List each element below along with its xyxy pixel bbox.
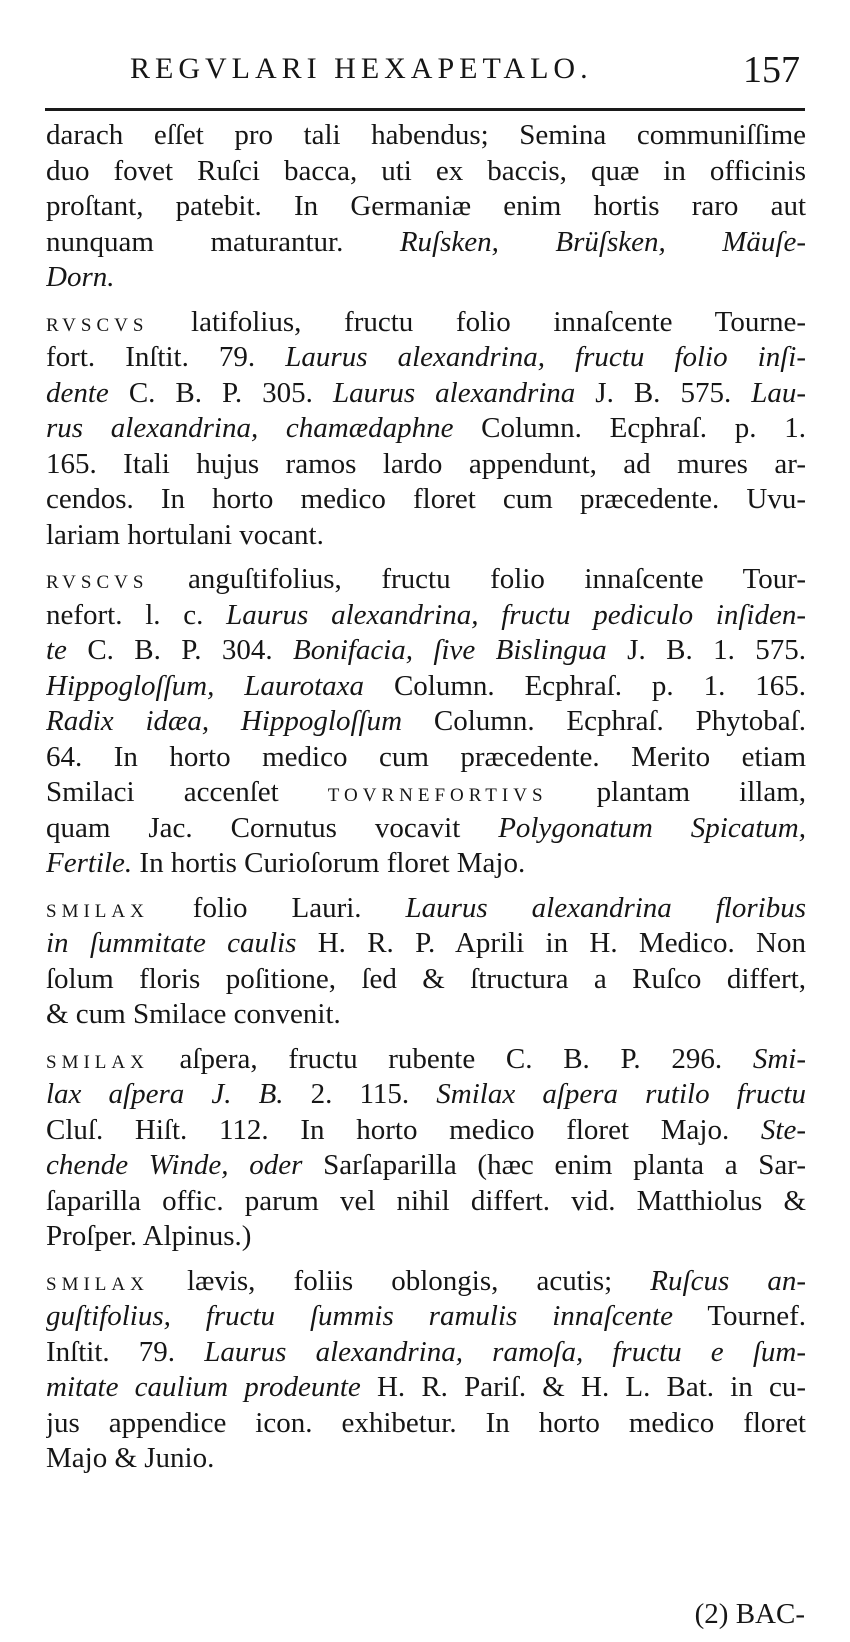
paragraph	[46, 1042, 806, 1255]
text-line	[46, 1184, 806, 1220]
text-line	[46, 562, 806, 598]
text-segment: C. B. P. 304.	[66, 634, 293, 666]
text-segment: J. B. 575.	[575, 376, 752, 409]
text-line	[46, 1370, 806, 1406]
text-segment: duo fovet Ruſci bacca, uti ex baccis, quæ in officinis	[46, 154, 806, 187]
text-line	[46, 447, 806, 483]
text-segment: ſaparilla offic. parum vel nihil differt. vid. Matthiolus &	[46, 1184, 806, 1217]
text-segment: aſpera, fructu rubente C. B. P. 296.	[148, 1042, 753, 1075]
text-line	[46, 1042, 806, 1078]
text-segment: 165. Itali hujus ramos lardo appendunt, ad mures ar-	[46, 447, 806, 480]
italic-text: Fertile.	[46, 847, 133, 879]
text-segment: H. R. P. Aprili in H. Medico. Non	[296, 927, 806, 959]
italic-text: guſtifolius, fructu ſummis ramulis innaſcente	[46, 1300, 673, 1332]
text-segment: Smilaci accenſet	[46, 776, 328, 808]
italic-text: rus alexandrina, chamædaphne	[46, 412, 454, 444]
paragraph-gap	[46, 296, 806, 305]
italic-text: Laurus alexandrina floribus	[405, 891, 806, 924]
italic-text: Laurus alexandrina, fructu pediculo inſiden-	[226, 598, 806, 631]
text-segment: J. B. 1. 575.	[606, 634, 806, 666]
text-line	[46, 598, 806, 634]
text-line	[46, 997, 806, 1033]
text-line	[46, 811, 806, 847]
text-line	[46, 1335, 806, 1371]
italic-text: chende Winde, oder	[46, 1149, 303, 1181]
text-line	[46, 305, 806, 341]
text-line	[46, 704, 806, 740]
text-segment: Column. Ecphraſ. Phytobaſ.	[402, 705, 806, 737]
paragraph-gap	[46, 553, 806, 562]
text-line	[46, 260, 806, 296]
text-segment: cendos. In horto medico floret cum præcedente. Uvu-	[46, 483, 806, 515]
text-line	[46, 1441, 806, 1477]
paragraph	[46, 1264, 806, 1477]
text-segment: Column. Ecphraſ. p. 1.	[453, 412, 806, 444]
italic-text: Laurus alexandrina, fructu folio inſi-	[285, 341, 806, 373]
page-header	[130, 48, 810, 94]
text-line	[46, 1077, 806, 1113]
text-line	[46, 1264, 806, 1300]
text-segment: Tournef.	[672, 1300, 806, 1332]
text-line	[46, 740, 806, 776]
text-segment: plantam illam,	[547, 776, 806, 808]
italic-text: Hippogloſſum, Laurotaxa	[46, 669, 365, 702]
header-rule	[45, 108, 805, 111]
paragraph-gap	[46, 1255, 806, 1264]
text-line	[46, 340, 806, 376]
italic-text: mitate caulium prodeunte	[46, 1371, 361, 1403]
text-line	[46, 518, 806, 554]
paragraph	[46, 562, 806, 882]
text-segment: In hortis Curioſorum floret Majo.	[132, 847, 526, 879]
text-line	[46, 775, 806, 811]
paragraph	[46, 891, 806, 1033]
text-line	[46, 891, 806, 927]
body-text	[46, 118, 806, 1477]
paragraph-gap	[46, 1033, 806, 1042]
text-line	[46, 118, 806, 154]
text-line	[46, 633, 806, 669]
text-segment: fort. Inſtit. 79.	[46, 341, 286, 373]
text-line	[46, 846, 806, 882]
small-caps-name: TOVRNEFORTIVS	[327, 785, 548, 806]
italic-text: Bonifacia, ſive Bislingua	[292, 634, 607, 666]
text-line	[46, 962, 806, 998]
italic-text: Dorn.	[46, 261, 115, 293]
small-caps-name: SMILAX	[46, 1051, 149, 1073]
running-title: REGVLARI HEXAPETALO.	[130, 52, 593, 85]
text-line	[46, 1219, 806, 1255]
italic-text: Laurus alexandrina, ramoſa, fructu e ſum-	[204, 1335, 806, 1368]
text-segment: ſolum floris poſitione, ſed & ſtructura a Ruſco differt,	[46, 962, 806, 995]
text-segment: Sarſaparilla (hæc enim planta a Sar-	[302, 1149, 806, 1181]
italic-text: Smilax aſpera rutilo fructu	[436, 1078, 806, 1110]
text-segment: & cum Smilace convenit.	[46, 998, 341, 1030]
text-segment: 2. 115.	[283, 1078, 437, 1110]
italic-text: in ſummitate caulis	[46, 927, 297, 959]
paragraph	[46, 118, 806, 296]
text-segment: anguſtifolius, fructu folio innaſcente Tour-	[148, 563, 806, 595]
text-line	[46, 482, 806, 518]
italic-text: Ruſcus an-	[650, 1264, 806, 1297]
text-segment: 64. In horto medico cum præcedente. Merito etiam	[46, 740, 806, 773]
text-segment: jus appendice icon. exhibetur. In horto medico floret	[46, 1406, 806, 1439]
small-caps-name: SMILAX	[46, 900, 149, 922]
text-segment: Cluſ. Hiſt. 112. In horto medico floret Majo.	[46, 1113, 761, 1146]
text-line	[46, 376, 806, 412]
text-segment: H. R. Pariſ. & H. L. Bat. in cu-	[360, 1371, 806, 1403]
text-segment: C. B. P. 305.	[108, 376, 333, 409]
text-line	[46, 1113, 806, 1149]
italic-text: Radix idæa, Hippogloſſum	[46, 705, 403, 737]
paragraph-gap	[46, 882, 806, 891]
text-segment: darach eſſet pro tali habendus; Semina communiſſime	[46, 119, 806, 151]
small-caps-name: RVSCVS	[46, 572, 149, 593]
text-segment: nefort. l. c.	[46, 598, 227, 631]
italic-text: dente	[46, 376, 109, 409]
text-line	[46, 154, 806, 190]
text-segment: folio Lauri.	[148, 891, 406, 924]
text-segment: latifolius, fructu folio innaſcente Tourne-	[148, 305, 806, 338]
text-line	[46, 189, 806, 225]
text-line	[46, 411, 806, 447]
text-line	[46, 926, 806, 962]
text-line	[46, 1148, 806, 1184]
text-line	[46, 225, 806, 261]
text-segment: proſtant, patebit. In Germaniæ enim hortis raro aut	[46, 190, 806, 222]
text-segment: Column. Ecphraſ. p. 1. 165.	[364, 669, 806, 702]
italic-text: Lau-	[751, 376, 806, 409]
italic-text: Ste-	[760, 1113, 806, 1146]
text-line	[46, 1299, 806, 1335]
catchword: (2) BAC-	[694, 1598, 805, 1630]
small-caps-name: SMILAX	[46, 1273, 149, 1295]
page-number: 157	[743, 49, 800, 91]
text-line	[46, 669, 806, 705]
text-segment: Inſtit. 79.	[46, 1335, 205, 1368]
text-line	[46, 1406, 806, 1442]
italic-text: Smi-	[752, 1042, 806, 1075]
text-segment: Proſper. Alpinus.)	[46, 1220, 252, 1252]
text-segment: lævis, foliis oblongis, acutis;	[148, 1264, 651, 1297]
italic-text: Ruſsken, Brüſsken, Mäuſe-	[399, 225, 806, 258]
text-segment: Majo & Junio.	[46, 1442, 215, 1474]
italic-text: lax aſpera J. B.	[46, 1078, 284, 1110]
text-segment: quam Jac. Cornutus vocavit	[46, 811, 499, 844]
italic-text: Laurus alexandrina	[332, 376, 576, 409]
italic-text: Polygonatum Spicatum,	[498, 811, 806, 844]
small-caps-name: RVSCVS	[46, 314, 149, 336]
text-segment: nunquam maturantur.	[46, 225, 400, 258]
text-segment: lariam hortulani vocant.	[46, 518, 324, 551]
italic-text: te	[46, 634, 67, 666]
paragraph	[46, 305, 806, 554]
